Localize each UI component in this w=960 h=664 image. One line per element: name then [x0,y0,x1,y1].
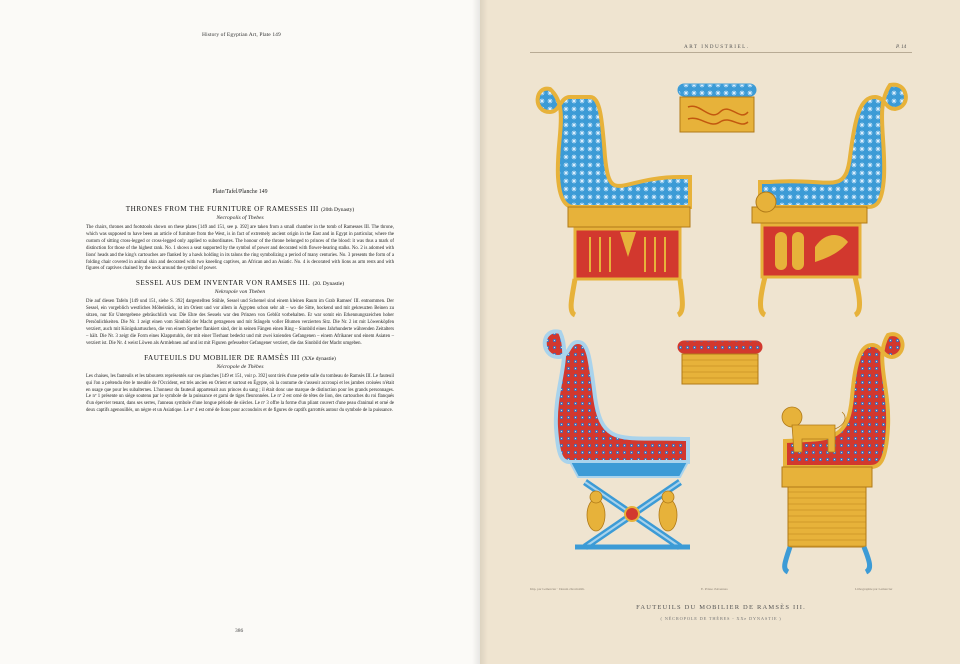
plate-number: P. 14 [896,44,907,50]
section-title-note: (XXe dynastie) [302,355,336,362]
section-body-english: The chairs, thrones and footstools shown on these plates [149 and 151, see p. 392] are taken from a small chamber in the tomb of Ramesses III. The throne, which was supposed to have been an article of furniture from the West, is in fact of extremely ancient origin in the East and in Egypt in particular, where the custom of sitting cross-legged or cross-legged only applied to subordinates. The honour of the throne belonged to princes of the blood: it was thus a mark of distinction for those of the highest rank. No. 1 shows a seat supported by the symbol of power and decorated with flower-bearing stalks. No. 2 is adorned with lions' heads and the king's cartouches are flanked by a hawk holding in its talons the ring symbolizing a period of many centuries. No. 3 presents the form of a folding chair covered in animal skin and decorated with two kneeling captives, an African and an Asiatic. No. 4 is decorated with lions as arm rests and with figures of captives chained by the neck around the symbol of power. [86,225,394,272]
plate-caption: FAUTEUILS DU MOBILIER DE RAMSÈS III. [636,604,806,611]
section-title-text: THRONES FROM THE FURNITURE OF RAMESSES III [125,205,319,213]
footstool-2-drawing [678,341,762,384]
plate-top-rule [530,52,912,53]
section-subtitle-english: Necropolis of Thebes [216,215,264,221]
footstool-1-drawing [678,84,756,132]
page-number: 386 [235,628,244,634]
section-body-french: Les chaises, les fauteuils et les tabourets représentés sur ces planches [149 et 151, voir p. 392] sont tirés d'une petite salle du tombeau de Ramsès III. Le fauteuil qui l'on a prétendu être le meuble de l'Occident, est très ancien en Orient et surtout en Égypte, où la coutume de s'asseoir accroupi et les jambes croisées n'était en usage que pour les subalternes. L'honneur du fauteuil appartenait aux princes du sang ; il était donc une marque de distinction pour les grands personnages. Le nº 1 présente un siège soutenu par le symbole de la puissance et garni de tiges fleuronnées. Le nº 2 est orné de têtes de lion, des cartouches du roi flanqués d'un épervier tenant, dans ses serres, l'anneau symbole d'une longue période de siècles. Le nº 3 offre la forme d'un pliant couvert d'une peau d'animal et orné de deux captifs agenouillés, un nègre et un Asiatique. Le nº 4 est orné de lions pour accoudoirs et de figures de captifs garrottés autour du symbole de la puissance. [86,373,394,414]
gutter-shadow [472,0,488,664]
section-subtitle-german: Nekropole von Theben [214,289,266,296]
plate-heading: ART INDUSTRIEL. [684,44,750,50]
throne-3-drawing [545,331,690,547]
section-title-note: (20. Dynastie) [312,281,345,288]
plate-label: Plate/Tafel/Planche 149 [212,189,268,195]
throne-2-drawing [752,85,906,315]
plate-illustration [530,57,912,585]
text-block [86,189,394,421]
section-title-french [86,354,394,362]
throne-4-drawing [782,334,903,572]
plate-credit-right: Lithographie par Lemercier [855,587,893,591]
throne-1-drawing [538,89,690,315]
section-subtitle-french: Nécropole de Thèbes [216,363,264,370]
plate-credit-left: Imp. par Lemercier · Dessin chromolith. [530,587,585,591]
section-title-german [86,279,394,287]
section-title-text: FAUTEUILS DU MOBILIER DE RAMSÈS III [144,353,300,362]
running-head: History of Egyptian Art, Plate 149 [202,32,281,38]
section-title-english [86,205,394,213]
plate-caption-sub: ( NÉCROPOLE DE THÈBES - XXe DYNASTIE ) [660,616,782,621]
section-title-text: SESSEL AUS DEM INVENTAR VON RAMSES III. [135,279,311,288]
section-body-german: Die auf diesen Tafeln [149 und 151, siehe S. 392] dargestellten Stühle, Sessel und Schemel sind einem kleinen Raum im Grab Ramses' III. entnommen. Der Sessel, ein vorgeblich westliches Möbelstück, ist im Orient und vor allem in Ägypten schon sehr alt – wo die Sitte, hockend und mit gekreuzten Beinen zu sitzen, nur für Untergebene gebräuchlich war. Die Ehre des Sessels war den Prinzen von Geblüt vorbehalten. Er war somit ein Erkennungszeichen hoher Persönlichkeiten. Die Nr. 1 zeigt einen vom Sinnbild der Macht getragenen und mit Stängeln voller Blumen verzierten Sitz. Die Nr. 2 ist mit Löwenköpfen verziert, auch mit Königskartuschen, die von einem Sperber flankiert sind, der in seinen Fängen einen Ring – Sinnbild eines Jahrhunderte währenden Zeitalters – hält. Die Nr. 3 zeigt die Form eines Klappstuhls, der mit einer Tierhaut bedeckt und mit zwei knienden Gefangenen – einem Afrikaner und einem Asiaten – verziert ist. Die Nr. 4 weist Löwen als Armlehnen auf und ist mit Figuren gefesselter Gefangener verziert, die das Sinnbild der Macht umgeben. [86,299,394,346]
plate-credit-artist: E. Prisse d'Avennes [701,587,728,591]
section-title-note: (20th Dynasty) [321,207,355,213]
